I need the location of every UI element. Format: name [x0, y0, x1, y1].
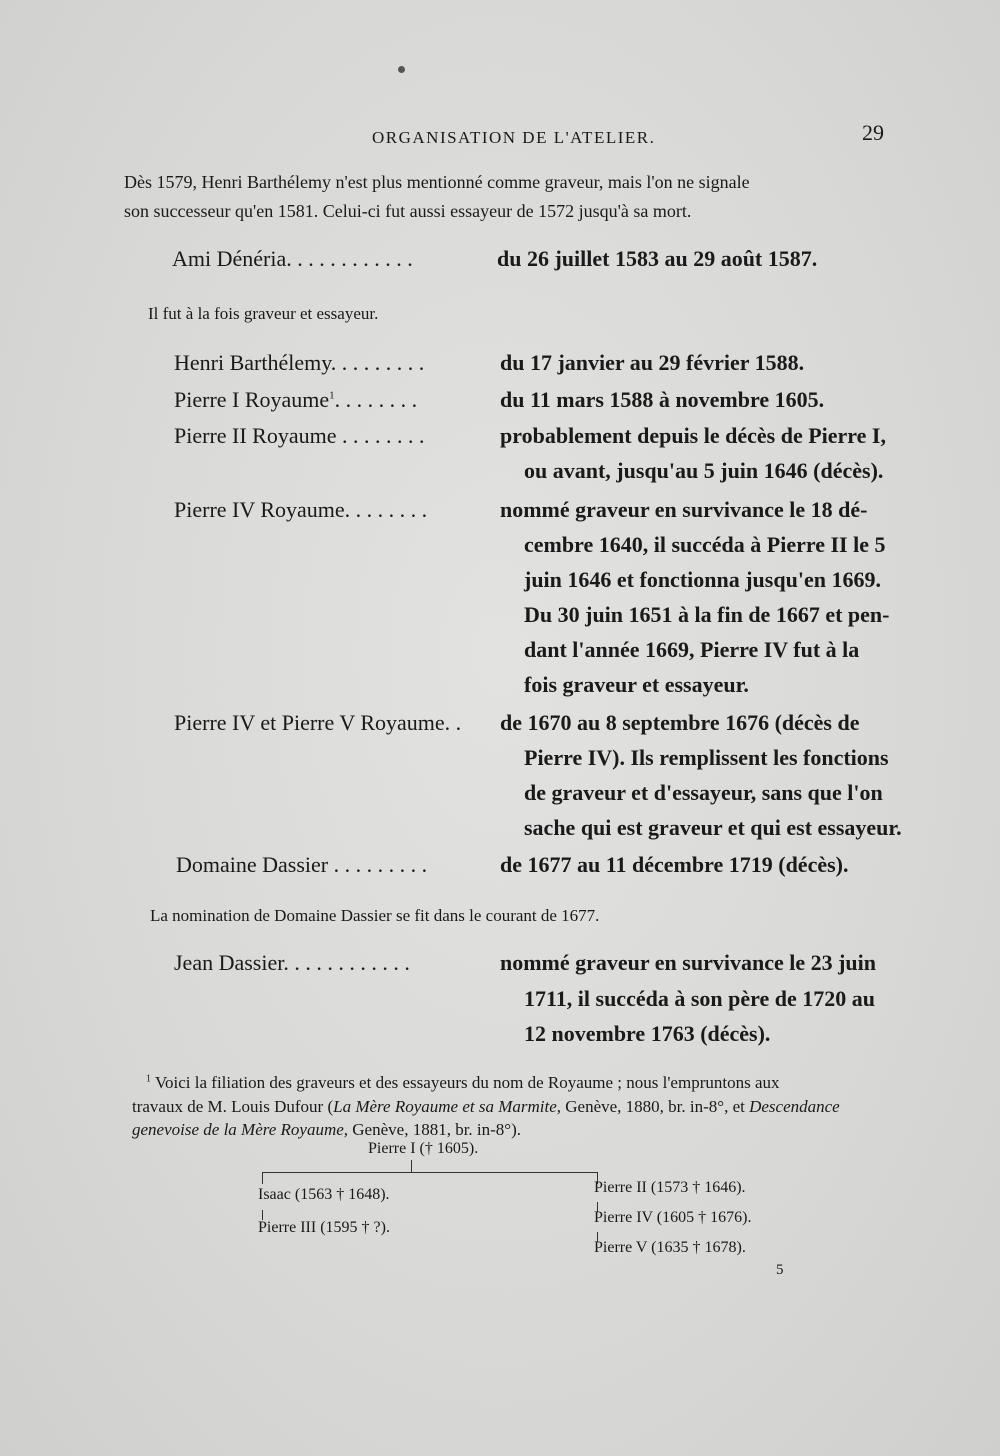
footnote-ref: 1	[329, 389, 335, 402]
entry-desc-royaume-4-line-6: fois graveur et essayeur.	[524, 672, 749, 697]
ink-speck	[398, 66, 405, 73]
entry-name-barthelemy: Henri Barthélemy. . . . . . . . .	[174, 350, 425, 375]
entry-desc-royaume-4-line-2: cembre 1640, il succéda à Pierre II le 5	[524, 532, 886, 557]
running-header: ORGANISATION DE L'ATELIER.	[372, 128, 656, 147]
footnote-line-2	[132, 1097, 840, 1117]
entry-desc-jean-dassier-line-1: nommé graveur en survivance le 23 juin	[500, 950, 877, 975]
entry-desc-royaume-4-5-line-3: de graveur et d'essayeur, sans que l'on	[524, 780, 883, 805]
entry-desc-deneria: du 26 juillet 1583 au 29 août 1587.	[497, 246, 818, 271]
entry-desc-royaume-4-5-line-4: sache qui est graveur et qui est essayeur.	[524, 815, 902, 840]
footnote-marker: 1	[146, 1073, 151, 1085]
entry-desc-royaume-4-5-line-1: de 1670 au 8 septembre 1676 (décès de	[500, 710, 860, 735]
entry-name-domaine-dassier: Domaine Dassier . . . . . . . . .	[176, 852, 428, 877]
entry-dots-royaume-1: . . . . . . . .	[334, 387, 418, 412]
entry-name-jean-dassier: Jean Dassier. . . . . . . . . . . .	[174, 950, 410, 975]
entry-desc-royaume-4-line-1: nommé graveur en survivance le 18 dé-	[500, 497, 868, 522]
tree-root-stem	[411, 1160, 412, 1172]
entry-name-royaume-4-5: Pierre IV et Pierre V Royaume. .	[174, 710, 462, 735]
entry-name-royaume-1	[174, 387, 417, 413]
tree-left-stem	[262, 1172, 263, 1184]
tree-branch-line	[262, 1172, 598, 1173]
intro-line-1: Dès 1579, Henri Barthélemy n'est plus mentionné comme graveur, mais l'on ne signale	[124, 172, 750, 192]
entry-name-royaume-2: Pierre II Royaume . . . . . . . .	[174, 423, 425, 448]
footnote-line-3-end: Genève, 1881, br. in-8°).	[348, 1120, 522, 1139]
note-domaine-dassier: La nomination de Domaine Dassier se fit dans le courant de 1677.	[150, 906, 600, 925]
intro-line-2: son successeur qu'en 1581. Celui-ci fut aussi essayeur de 1572 jusqu'à sa mort.	[124, 201, 692, 221]
tree-left-1: Isaac (1563 † 1648).	[258, 1186, 390, 1203]
entry-desc-royaume-2-line-2: ou avant, jusqu'au 5 juin 1646 (décès).	[524, 458, 884, 483]
footnote-line-3	[132, 1120, 521, 1140]
entry-desc-barthelemy: du 17 janvier au 29 février 1588.	[500, 350, 805, 375]
entry-desc-royaume-4-line-4: Du 30 juin 1651 à la fin de 1667 et pen-	[524, 602, 890, 627]
entry-desc-royaume-4-5-line-2: Pierre IV). Ils remplissent les fonctions	[524, 745, 889, 770]
entry-desc-jean-dassier-line-2: 1711, il succéda à son père de 1720 au	[524, 986, 876, 1011]
tree-right-2: Pierre IV (1605 † 1676).	[594, 1209, 752, 1226]
entry-desc-royaume-1: du 11 mars 1588 à novembre 1605.	[500, 387, 825, 412]
tree-right-3: Pierre V (1635 † 1678).	[594, 1239, 746, 1256]
tree-right-1: Pierre II (1573 † 1646).	[594, 1179, 746, 1196]
footnote-line-1-text: Voici la filiation des graveurs et des essayeurs du nom de Royaume ; nous l'empruntons aux	[154, 1073, 780, 1092]
tree-left-2: Pierre III (1595 † ?).	[258, 1219, 390, 1236]
entry-desc-royaume-2-line-1: probablement depuis le décès de Pierre I,	[500, 423, 886, 448]
footnote-line-2-mid: Genève, 1880, br. in-8°, et	[561, 1097, 750, 1116]
footnote-line-1	[146, 1073, 780, 1093]
page-number: 29	[862, 120, 884, 145]
footnote-title-2-cont: genevoise de la Mère Royaume,	[132, 1120, 349, 1139]
footnote-line-2-start: travaux de M. Louis Dufour (	[132, 1097, 334, 1116]
entry-name-royaume-4: Pierre IV Royaume. . . . . . . .	[174, 497, 428, 522]
entry-desc-royaume-4-line-5: dant l'année 1669, Pierre IV fut à la	[524, 637, 860, 662]
entry-desc-royaume-4-line-3: juin 1646 et fonctionna jusqu'en 1669.	[524, 567, 881, 592]
entry-name-royaume-1-text: Pierre I Royaume	[174, 387, 330, 412]
footnote-title-1: La Mère Royaume et sa Marmite,	[333, 1097, 561, 1116]
entry-desc-domaine-dassier: de 1677 au 11 décembre 1719 (décès).	[500, 852, 849, 877]
note-deneria: Il fut à la fois graveur et essayeur.	[148, 304, 379, 323]
entry-desc-jean-dassier-line-3: 12 novembre 1763 (décès).	[524, 1021, 771, 1046]
footnote-title-2: Descendance	[749, 1097, 840, 1116]
entry-name-deneria: Ami Dénéria. . . . . . . . . . . .	[172, 246, 413, 271]
signature-mark: 5	[776, 1262, 784, 1278]
tree-root: Pierre I († 1605).	[368, 1140, 479, 1157]
